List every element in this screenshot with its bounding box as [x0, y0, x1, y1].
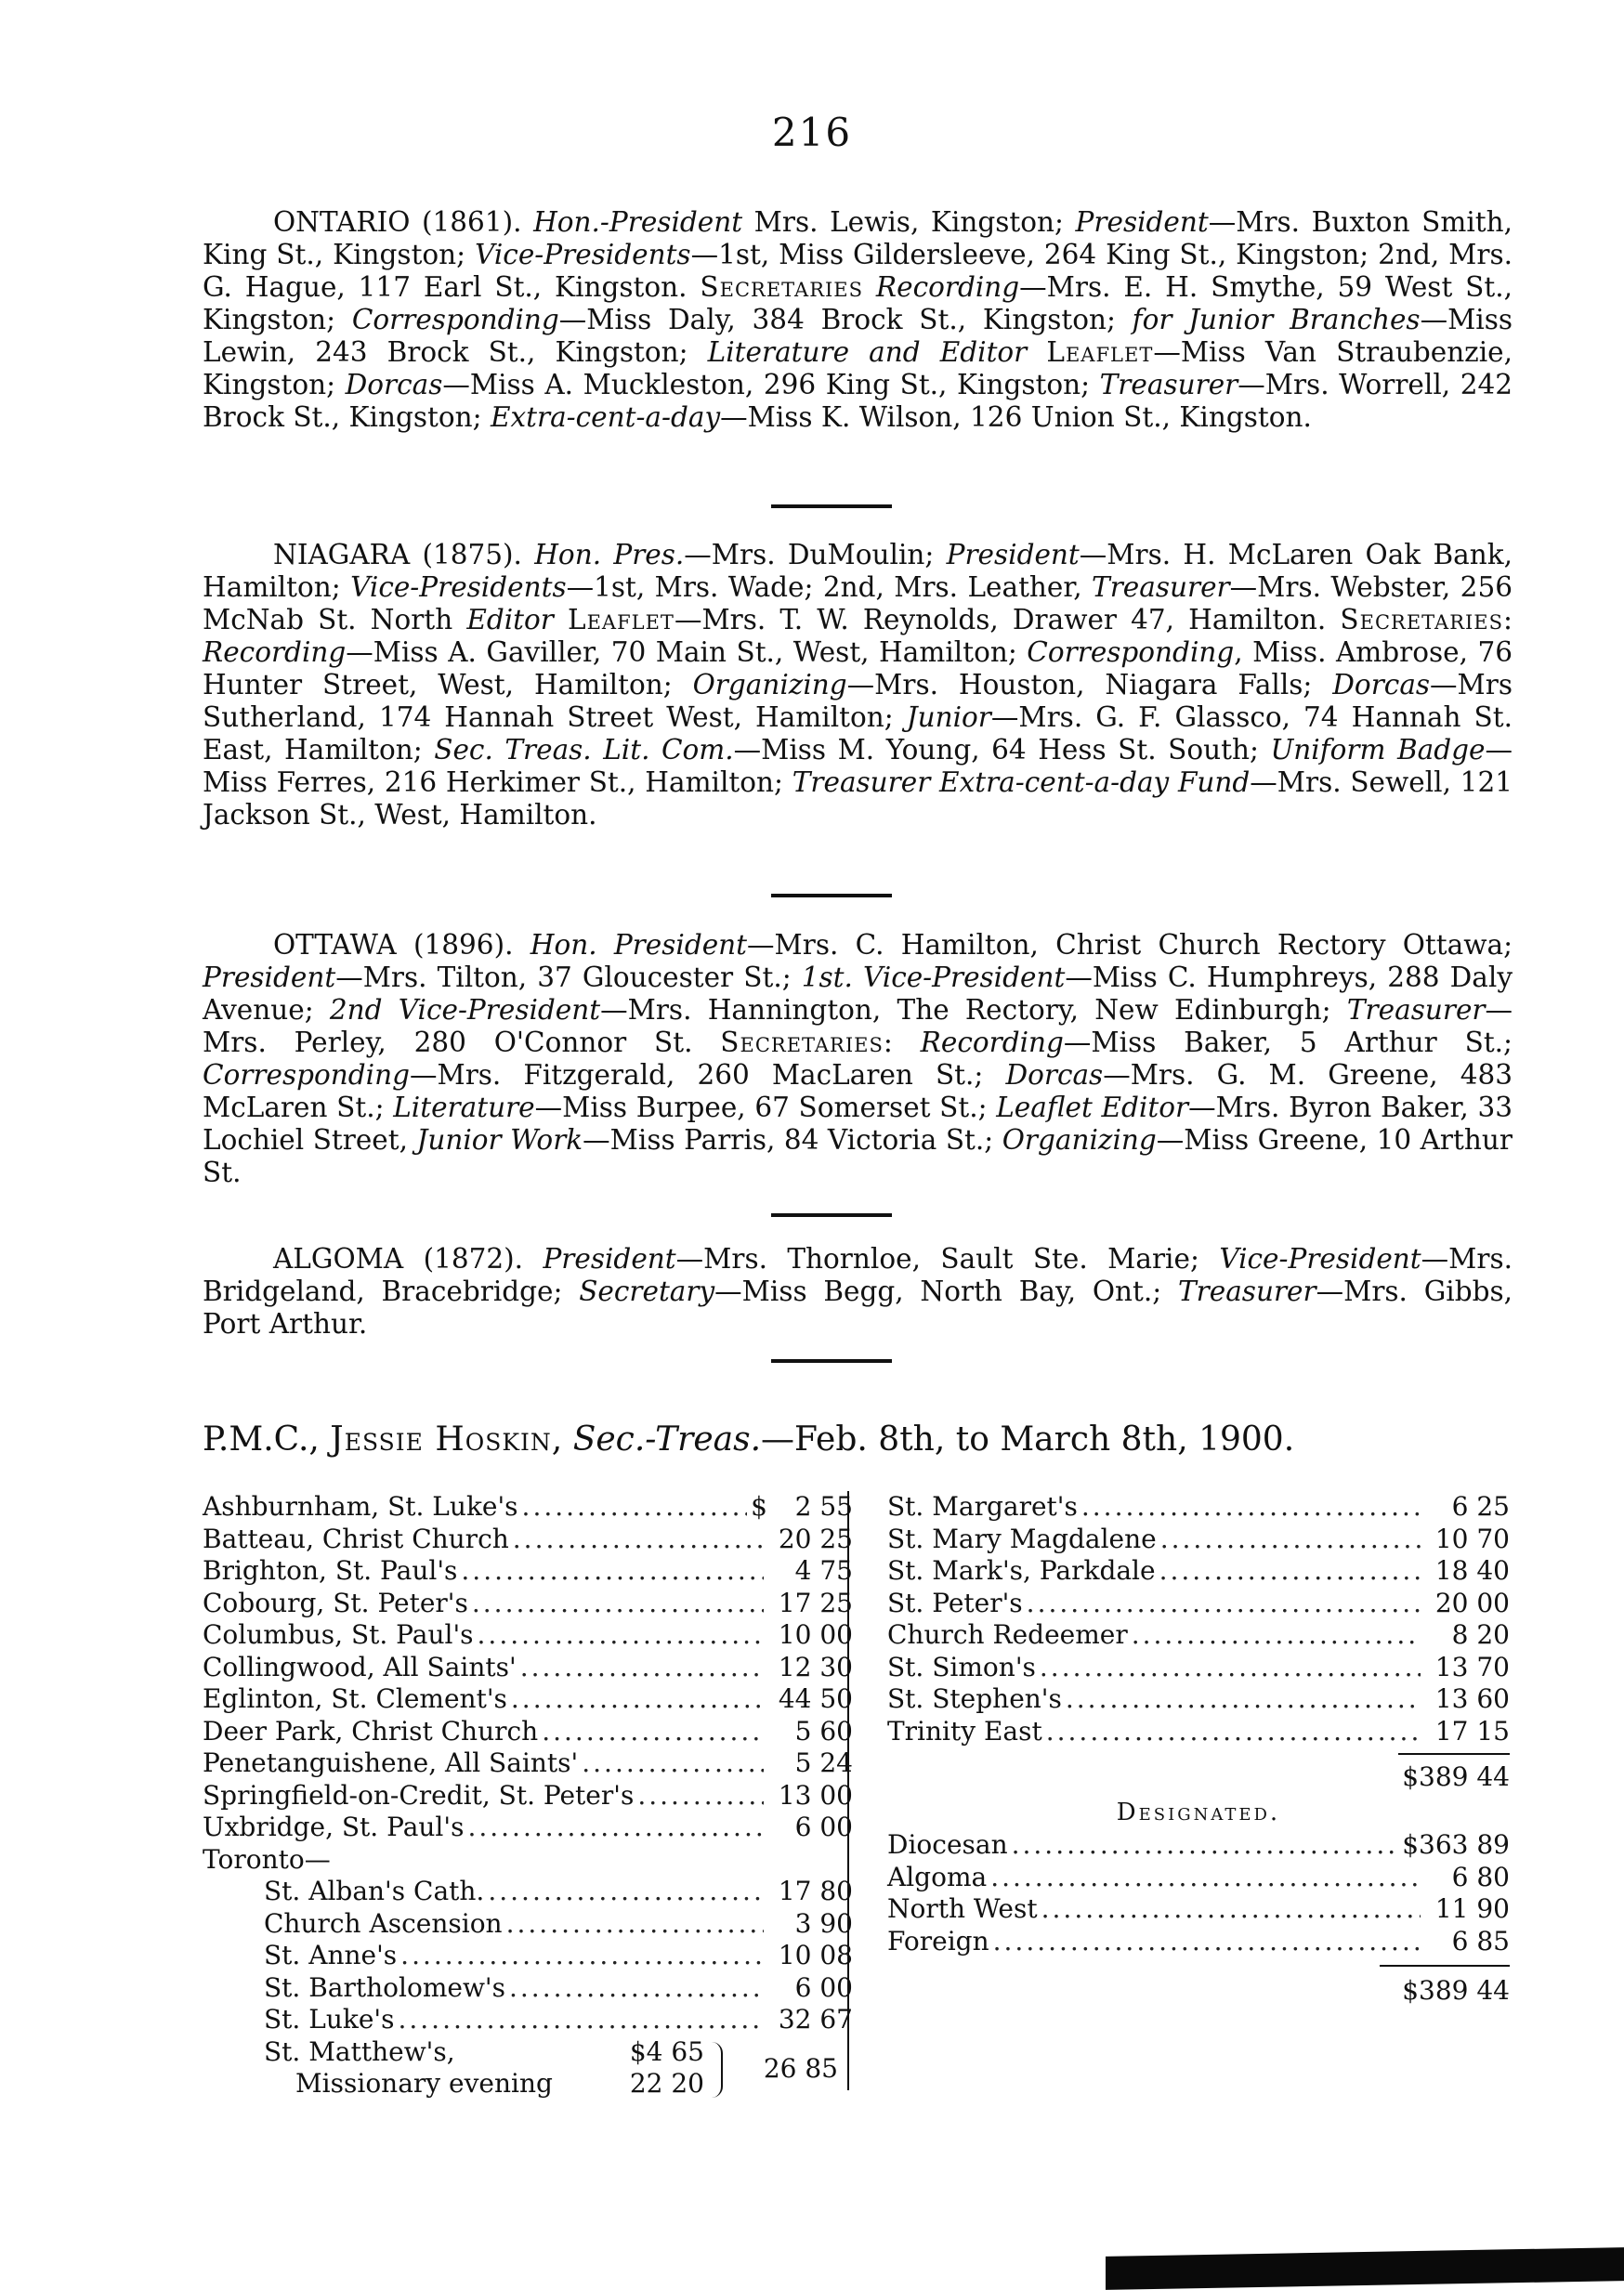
- contributions-right-column: [887, 1491, 1510, 2009]
- text-segment: Treasurer: [1092, 571, 1230, 603]
- text-segment: for Junior Branches: [1132, 304, 1421, 335]
- ledger-row-amount: 6 80: [1451, 1861, 1510, 1892]
- text-segment: —Mrs. Worrell, 242 Brock St., Kingston;: [203, 369, 1513, 433]
- text-segment: Corresponding: [1027, 636, 1235, 668]
- combined-entry: [203, 2036, 853, 2100]
- text-segment: —1st, Mrs. Wade; 2nd, Mrs. Leather,: [566, 571, 1093, 603]
- ledger-row-amount: 5 24: [794, 1747, 853, 1778]
- text-segment: [863, 271, 876, 303]
- text-segment: Corresponding: [351, 304, 559, 335]
- text-segment: , Miss. Ambrose, 76 Hunter Street, West, Hamilton;: [203, 636, 1513, 700]
- ledger-row-amount: 44 50: [778, 1683, 853, 1714]
- text-segment: —Mrs. Tilton, 37 Gloucester St.;: [335, 962, 802, 993]
- text-segment: —Miss Greene, 10 Arthur St.: [203, 1124, 1513, 1188]
- ledger-row: [203, 1876, 853, 1908]
- pmc-header: P.M.C., Jessie Hoskin, Sec.-Treas.—Feb. 8th, to March 8th, 1900.: [203, 1420, 1295, 1459]
- ledger-row: [203, 2004, 853, 2036]
- ledger-row: [203, 1908, 853, 1941]
- text-segment: —Mrs. Webster, 256 McNab St. North: [203, 571, 1513, 635]
- ledger-row-name: Springfield-on-Credit, St. Peter's: [203, 1779, 635, 1811]
- text-segment: —Miss Van Straubenzie, Kingston;: [203, 336, 1513, 400]
- section-divider: [771, 1213, 892, 1217]
- ledger-row-amount: 13 70: [1434, 1651, 1510, 1682]
- dot-leader: [993, 1926, 1421, 1958]
- text-segment: President: [946, 539, 1080, 570]
- ledger-row-amount: 6 00: [794, 1971, 853, 2003]
- text-segment: Secretary: [579, 1276, 715, 1307]
- ledger-row: [887, 1588, 1510, 1620]
- ledger-row: [203, 1524, 853, 1556]
- dot-leader: [1159, 1555, 1421, 1588]
- dot-leader: [506, 1908, 764, 1941]
- dot-leader: [1160, 1524, 1421, 1556]
- ledger-row: [887, 1524, 1510, 1556]
- text-segment: Secretaries: [700, 271, 864, 303]
- text-segment: Extra-cent-a-day: [490, 401, 721, 433]
- text-segment: Leaflet: [1046, 336, 1154, 368]
- text-segment: Junior: [906, 701, 991, 733]
- text-segment: —Mrs. DuMoulin;: [684, 539, 947, 570]
- total-rule: [887, 1957, 1510, 1972]
- text-segment: Treasurer Extra-cent-a-day Fund: [792, 766, 1251, 798]
- ledger-row-name: St. Alban's Cath.: [264, 1876, 485, 1906]
- text-segment: Editor: [466, 604, 554, 635]
- ledger-row-amount: 10 70: [1434, 1523, 1510, 1554]
- text-segment: Hon. President: [530, 929, 748, 961]
- ledger-row-name: Foreign: [887, 1925, 989, 1956]
- text-segment: —Mrs. E. H. Smythe, 59 West St., Kingston;: [203, 271, 1513, 335]
- dot-leader: [1027, 1588, 1421, 1620]
- ledger-row: [203, 1588, 853, 1620]
- text-segment: Recording: [920, 1027, 1064, 1058]
- dot-leader: [488, 1876, 764, 1908]
- text-segment: Treasurer: [1346, 994, 1486, 1026]
- right-rows: [887, 1491, 1510, 1747]
- ledger-row-name: Uxbridge, St. Paul's: [203, 1812, 465, 1842]
- ledger-row-name: Ashburnham, St. Luke's: [203, 1491, 518, 1522]
- dot-leader: [522, 1491, 748, 1524]
- text-segment: —Mrs. Hannington, The Rectory, New Edinburgh;: [600, 994, 1347, 1026]
- toronto-heading: Toronto—: [203, 1843, 331, 1875]
- ledger-row-amount: 6 85: [1451, 1925, 1510, 1956]
- text-segment: Secretaries: [1340, 604, 1504, 635]
- text-segment: —Miss Ferres, 216 Herkimer St., Hamilton;: [203, 734, 1513, 798]
- text-segment: —1st, Miss Gildersleeve, 264 King St., Kingston; 2nd, Mrs. G. Hague, 117 Earl St., Kingston.: [203, 239, 1513, 303]
- text-segment: —Mrs Sutherland, 174 Hannah Street West, Hamilton;: [203, 669, 1513, 733]
- page-number: 216: [771, 110, 853, 155]
- ledger-row: [887, 1829, 1510, 1862]
- text-segment: Junior Work: [416, 1124, 583, 1156]
- diocese-text: [203, 206, 1513, 434]
- subtotal-rule: [887, 1747, 1510, 1759]
- pmc-role: Sec.-Treas.: [572, 1420, 762, 1459]
- text-segment: —Miss M. Young, 64 Hess St. South;: [733, 734, 1271, 766]
- text-segment: —Mrs. Sewell, 121 Jackson St., West, Hamilton.: [203, 766, 1513, 831]
- ledger-row-amount: 4 75: [794, 1555, 853, 1586]
- column-divider: [847, 1491, 849, 2090]
- contributions-left-column: [203, 1491, 853, 2100]
- combined-line2-name: Missionary evening: [295, 2068, 553, 2099]
- ledger-row-amount: 10 08: [778, 1940, 853, 1970]
- ledger-row: [887, 1555, 1510, 1588]
- brace-icon: [710, 2042, 723, 2098]
- ledger-row-amount: 20 25: [778, 1523, 853, 1554]
- ledger-row-name: Columbus, St. Paul's: [203, 1619, 474, 1650]
- text-segment: Dorcas: [1005, 1059, 1104, 1091]
- text-segment: ALGOMA (1872).: [273, 1243, 544, 1275]
- ledger-row-amount: 3 90: [794, 1907, 853, 1939]
- text-segment: Secretaries: [720, 1027, 884, 1058]
- toronto-rows: [203, 1876, 853, 2036]
- text-segment: —Mrs. Perley, 280 O'Connor St.: [203, 994, 1513, 1058]
- text-segment: [1027, 336, 1046, 368]
- text-segment: Organizing: [1002, 1124, 1157, 1156]
- ledger-row-name: Trinity East: [887, 1715, 1042, 1747]
- diocese-niagara: [203, 539, 1513, 831]
- ledger-row-name: Deer Park, Christ Church: [203, 1715, 539, 1747]
- text-segment: —Miss Baker, 5 Arthur St.;: [1063, 1027, 1513, 1058]
- ledger-row-name: St. Anne's: [264, 1940, 398, 1970]
- ledger-row-name: St. Bartholomew's: [264, 1971, 505, 2003]
- ledger-row-amount: 10 00: [778, 1619, 853, 1650]
- ledger-row-amount: 2 55: [794, 1491, 853, 1522]
- pmc-period: —Feb. 8th, to March 8th, 1900.: [761, 1420, 1295, 1459]
- ledger-row-name: Cobourg, St. Peter's: [203, 1587, 468, 1618]
- ledger-row: [203, 1812, 853, 1844]
- text-segment: 2nd Vice-President: [329, 994, 601, 1026]
- ledger-row: [887, 1926, 1510, 1958]
- text-segment: —Mrs. G. F. Glassco, 74 Hannah St. East, Hamilton;: [203, 701, 1513, 766]
- ledger-row-amount: 13 00: [778, 1779, 853, 1811]
- ledger-row-amount: 32 67: [778, 2004, 853, 2035]
- ledger-row-name: Penetanguishene, All Saints': [203, 1747, 579, 1778]
- ledger-row-name: Diocesan: [887, 1829, 1008, 1860]
- text-segment: —Mrs. Houston, Niagara Falls;: [846, 669, 1333, 700]
- dot-leader: [472, 1588, 764, 1620]
- text-segment: 1st. Vice-President: [801, 962, 1066, 993]
- ledger-row-amount: 17 80: [778, 1876, 853, 1906]
- ledger-row-currency: $: [751, 1491, 767, 1522]
- text-segment: —Miss C. Humphreys, 288 Daly Avenue;: [203, 962, 1513, 1026]
- ledger-row-name: Collingwood, All Saints': [203, 1651, 517, 1682]
- dot-leader: [520, 1652, 764, 1684]
- text-segment: —Mrs. Bridgeland, Bracebridge;: [203, 1243, 1513, 1307]
- ledger-row-name: Brighton, St. Paul's: [203, 1555, 458, 1586]
- ledger-row-amount: 17 25: [778, 1587, 853, 1618]
- dot-leader: [582, 1747, 764, 1780]
- designated-rows: [887, 1829, 1510, 1957]
- text-segment: Vice-Presidents: [350, 571, 567, 603]
- ledger-row-name: Church Redeemer: [887, 1619, 1128, 1650]
- ledger-row-amount: 8 20: [1451, 1619, 1510, 1650]
- text-segment: —Mrs. Thornloe, Sault Ste. Marie;: [675, 1243, 1220, 1275]
- ledger-row-name: St. Mary Magdalene: [887, 1523, 1157, 1554]
- pmc-prefix: P.M.C.,: [203, 1420, 331, 1459]
- pmc-name: Jessie Hoskin: [330, 1420, 552, 1459]
- ledger-row-amount: 18 40: [1434, 1555, 1510, 1586]
- text-segment: Literature: [393, 1092, 535, 1123]
- ledger-row-name: St. Mark's, Parkdale: [887, 1555, 1156, 1586]
- text-segment: Hon. Pres.: [534, 539, 685, 570]
- scan-edge-mark: [1106, 2247, 1624, 2290]
- text-segment: —Miss K. Wilson, 126 Union St., Kingston.: [720, 401, 1312, 433]
- text-segment: [554, 604, 568, 635]
- text-segment: —Miss Parris, 84 Victoria St.;: [583, 1124, 1002, 1156]
- subtotal: $389 44: [1402, 1761, 1510, 1792]
- diocese-algoma: [203, 1243, 1513, 1341]
- ledger-row: [203, 1619, 853, 1652]
- ledger-row: [887, 1619, 1510, 1652]
- text-segment: —Miss Burpee, 67 Somerset St.;: [534, 1092, 997, 1123]
- dot-leader: [1046, 1716, 1421, 1748]
- ledger-row-name: Algoma: [887, 1861, 988, 1892]
- ledger-row-amount: 5 60: [794, 1715, 853, 1747]
- ledger-row: [203, 1716, 853, 1748]
- diocese-text: [203, 929, 1513, 1189]
- text-segment: —Mrs. T. W. Reynolds, Drawer 47, Hamilton.: [674, 604, 1341, 635]
- ledger-row: [887, 1893, 1510, 1926]
- text-segment: ONTARIO (1861).: [273, 206, 534, 238]
- ledger-row-name: St. Simon's: [887, 1651, 1036, 1682]
- dot-leader: [1132, 1619, 1421, 1652]
- ledger-row: [203, 1747, 853, 1780]
- text-segment: —Mrs. Fitzgerald, 260 MacLaren St.;: [409, 1059, 1006, 1091]
- text-segment: —Miss Begg, North Bay, Ont.;: [714, 1276, 1178, 1307]
- ledger-row-amount: 13 60: [1434, 1683, 1510, 1714]
- ledger-row-amount: 6 25: [1451, 1491, 1510, 1522]
- ledger-row: [203, 1491, 853, 1524]
- dot-leader: [1040, 1652, 1421, 1684]
- text-segment: —Miss Daly, 384 Brock St., Kingston;: [558, 304, 1133, 335]
- ledger-row-name: Batteau, Christ Church: [203, 1523, 509, 1554]
- ledger-row: [203, 1683, 853, 1716]
- combined-line2-amount: 22 20: [629, 2068, 704, 2099]
- ledger-row: [887, 1716, 1510, 1748]
- ledger-row-name: St. Peter's: [887, 1587, 1023, 1618]
- dot-leader: [637, 1780, 764, 1812]
- text-segment: —Miss A. Muckleston, 296 King St., Kingston;: [442, 369, 1100, 400]
- combined-total: 26 85: [763, 2052, 838, 2084]
- diocese-text: [203, 539, 1513, 831]
- dot-leader: [398, 2004, 764, 2036]
- text-segment: Recording: [875, 271, 1020, 303]
- text-segment: Hon.-President: [533, 206, 743, 238]
- ledger-row-amount: $363 89: [1402, 1829, 1510, 1860]
- ledger-row-amount: 17 15: [1434, 1715, 1510, 1747]
- ledger-row-name: North West: [887, 1893, 1038, 1924]
- ledger-row-name: St. Stephen's: [887, 1683, 1062, 1714]
- text-segment: —Miss A. Gaviller, 70 Main St., West, Hamilton;: [346, 636, 1028, 668]
- diocese-ontario: [203, 206, 1513, 434]
- text-segment: Dorcas: [1332, 669, 1431, 700]
- dot-leader: [1081, 1491, 1421, 1524]
- ledger-row-name: St. Margaret's: [887, 1491, 1078, 1522]
- dot-leader: [1066, 1683, 1421, 1716]
- combined-line1-amount: $4 65: [629, 2035, 704, 2067]
- combined-line1-name: St. Matthew's,: [264, 2035, 455, 2067]
- text-segment: Treasurer: [1099, 369, 1238, 400]
- text-segment: Dorcas: [345, 369, 443, 400]
- diocese-ottawa: [203, 929, 1513, 1189]
- diocese-text: [203, 1243, 1513, 1341]
- text-segment: Sec. Treas. Lit. Com.: [434, 734, 734, 766]
- text-segment: Recording: [203, 636, 347, 668]
- text-segment: Treasurer: [1177, 1276, 1316, 1307]
- ledger-row-name: Church Ascension: [264, 1907, 503, 1939]
- dot-leader: [400, 1940, 764, 1972]
- grand-total: $389 44: [1402, 1975, 1510, 2006]
- text-segment: Vice-Presidents: [475, 239, 691, 270]
- ledger-row: [203, 1652, 853, 1684]
- text-segment: —Mrs. C. Hamilton, Christ Church Rectory Ottawa;: [747, 929, 1513, 961]
- ledger-row: [203, 1940, 853, 1972]
- text-segment: Vice-President: [1219, 1243, 1421, 1275]
- ledger-row: [203, 1972, 853, 2005]
- text-segment: Mrs. Lewis, Kingston;: [742, 206, 1076, 238]
- text-segment: :: [883, 1027, 921, 1058]
- text-segment: —Mrs. G. M. Greene, 483 McLaren St.;: [203, 1059, 1513, 1123]
- ledger-row: [887, 1862, 1510, 1894]
- dot-leader: [461, 1555, 764, 1588]
- text-segment: Corresponding: [203, 1059, 410, 1091]
- dot-leader: [1041, 1893, 1421, 1926]
- ledger-row: [203, 1780, 853, 1812]
- ledger-row: [887, 1683, 1510, 1716]
- dot-leader: [1012, 1829, 1399, 1862]
- ledger-row-amount: 11 90: [1434, 1893, 1510, 1924]
- text-segment: OTTAWA (1896).: [273, 929, 530, 961]
- section-divider: [771, 1359, 892, 1363]
- dot-leader: [467, 1812, 764, 1844]
- ledger-row-amount: 6 00: [794, 1812, 853, 1842]
- dot-leader: [511, 1683, 764, 1716]
- designated-heading: Designated.: [1116, 1799, 1281, 1826]
- text-segment: President: [543, 1243, 676, 1275]
- dot-leader: [542, 1716, 764, 1748]
- dot-leader: [513, 1524, 764, 1556]
- ledger-row-name: Eglinton, St. Clement's: [203, 1683, 507, 1714]
- text-segment: —Mrs. Byron Baker, 33 Lochiel Street,: [203, 1092, 1513, 1156]
- dot-leader: [478, 1619, 764, 1652]
- left-rows: [203, 1491, 853, 1844]
- ledger-row-name: St. Luke's: [264, 2004, 395, 2035]
- text-segment: —Mrs. Gibbs, Port Arthur.: [203, 1276, 1513, 1340]
- text-segment: Leaflet: [568, 604, 674, 635]
- ledger-row: [887, 1652, 1510, 1684]
- section-divider: [771, 894, 892, 897]
- ledger-row-amount: 12 30: [778, 1651, 853, 1682]
- ledger-row-amount: 20 00: [1434, 1587, 1510, 1618]
- section-divider: [771, 504, 892, 508]
- ledger-row: [203, 1555, 853, 1588]
- text-segment: Leaflet Editor: [996, 1092, 1189, 1123]
- ledger-row: [887, 1491, 1510, 1524]
- text-segment: —Mrs. Buxton Smith, King St., Kingston;: [203, 206, 1513, 270]
- text-segment: NIAGARA (1875).: [273, 539, 535, 570]
- text-segment: President: [203, 962, 336, 993]
- text-segment: President: [1075, 206, 1209, 238]
- text-segment: Organizing: [692, 669, 847, 700]
- dot-leader: [509, 1972, 764, 2005]
- text-segment: Literature and Editor: [707, 336, 1028, 368]
- dot-leader: [990, 1862, 1421, 1894]
- text-segment: :: [1503, 604, 1513, 635]
- text-segment: —Miss Lewin, 243 Brock St., Kingston;: [203, 304, 1513, 368]
- text-segment: —Mrs. H. McLaren Oak Bank, Hamilton;: [203, 539, 1513, 603]
- text-segment: Uniform Badge: [1270, 734, 1486, 766]
